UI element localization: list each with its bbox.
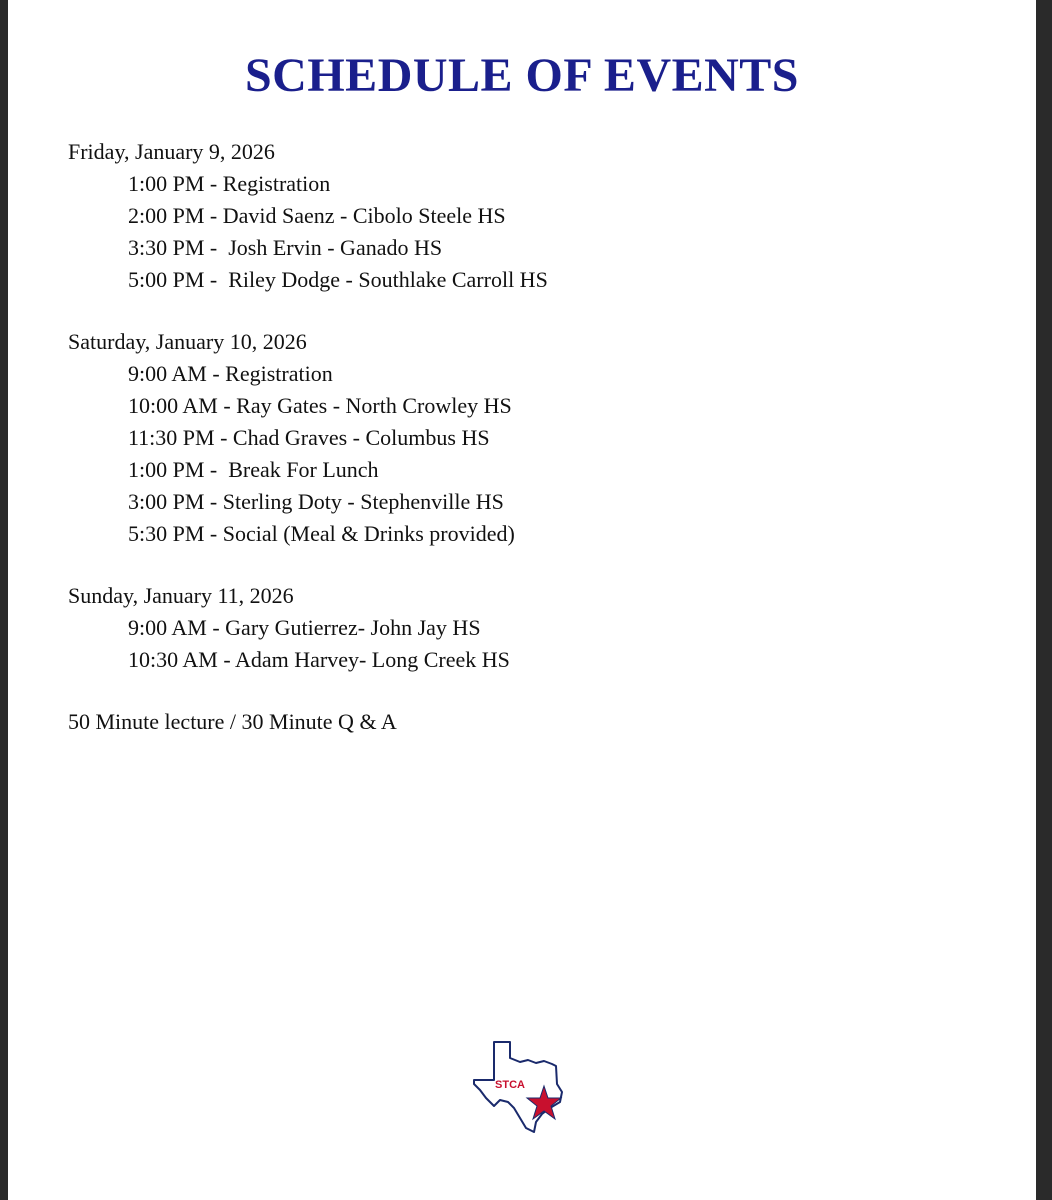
day-section-friday xyxy=(68,136,968,296)
texas-star-logo-icon xyxy=(470,1036,580,1136)
day-section-saturday xyxy=(68,326,968,550)
event-item: 2:00 PM - David Saenz - Cibolo Steele HS xyxy=(128,203,506,228)
stca-logo xyxy=(470,1036,580,1136)
event-item: 5:30 PM - Social (Meal & Drinks provided) xyxy=(128,521,515,546)
logo-text: STCA xyxy=(495,1079,525,1091)
schedule-list xyxy=(68,136,968,738)
event-item: 10:00 AM - Ray Gates - North Crowley HS xyxy=(128,393,512,418)
viewer-right-edge xyxy=(1036,0,1052,1200)
event-item: 5:00 PM - Riley Dodge - Southlake Carroll HS xyxy=(128,267,548,292)
day-heading: Saturday, January 10, 2026 xyxy=(68,329,307,354)
day-section-sunday xyxy=(68,580,968,676)
page-title: SCHEDULE OF EVENTS xyxy=(244,49,799,102)
event-item: 1:00 PM - Break For Lunch xyxy=(128,457,379,482)
event-item: 9:00 AM - Gary Gutierrez- John Jay HS xyxy=(128,615,481,640)
event-item: 3:00 PM - Sterling Doty - Stephenville HS xyxy=(128,489,504,514)
event-item: 11:30 PM - Chad Graves - Columbus HS xyxy=(128,425,490,450)
day-heading: Friday, January 9, 2026 xyxy=(68,139,275,164)
event-item: 1:00 PM - Registration xyxy=(128,171,331,196)
event-item: 3:30 PM - Josh Ervin - Ganado HS xyxy=(128,235,443,260)
day-heading: Sunday, January 11, 2026 xyxy=(68,583,294,608)
session-format-note: 50 Minute lecture / 30 Minute Q & A xyxy=(68,709,397,734)
document-page xyxy=(8,0,1036,1200)
event-item: 10:30 AM - Adam Harvey- Long Creek HS xyxy=(128,647,510,672)
event-item: 9:00 AM - Registration xyxy=(128,361,333,386)
viewer-left-edge xyxy=(0,0,8,1200)
